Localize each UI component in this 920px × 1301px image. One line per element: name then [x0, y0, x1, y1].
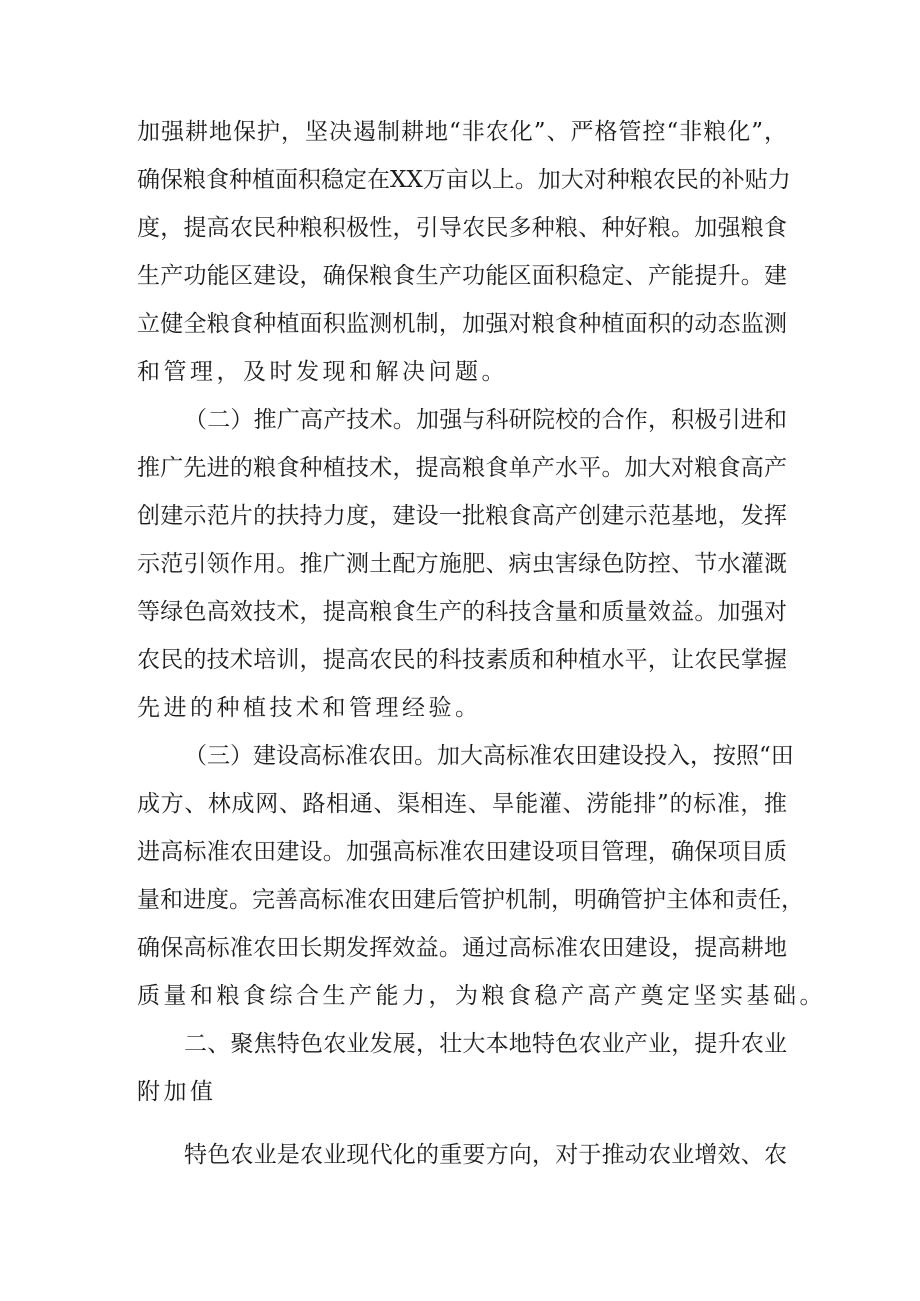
paragraph-1-line-1: 加强耕地保护，坚决遏制耕地“非农化”、严格管控“非粮化”，	[137, 119, 787, 145]
paragraph-1-line-5: 立健全粮食种植面积监测机制，加强对粮食种植面积的动态监测	[137, 311, 787, 337]
paragraph-3-line-2: 成方、林成网、路相通、渠相连、旱能灌、涝能排”的标准，推	[137, 791, 787, 817]
paragraph-2-line-2: 推广先进的粮食种植技术，提高粮食单产水平。加大对粮食高产	[137, 455, 787, 481]
paragraph-3-line-3: 进高标准农田建设。加强高标准农田建设项目管理，确保项目质	[137, 839, 787, 865]
paragraph-3-line-1: （三）建设高标准农田。加大高标准农田建设投入，按照“田	[184, 743, 794, 769]
paragraph-2-line-5: 等绿色高效技术，提高粮食生产的科技含量和质量效益。加强对	[137, 599, 787, 625]
paragraph-3-line-6: 质量和粮食综合生产能力，为粮食稳产高产奠定坚实基础。	[137, 983, 826, 1009]
paragraph-1-line-3: 度，提高农民种粮积极性，引导农民多种粮、种好粮。加强粮食	[137, 215, 787, 241]
paragraph-2-line-4: 示范引领作用。推广测土配方施肥、病虫害绿色防控、节水灌溉	[137, 551, 787, 577]
paragraph-1-line-2: 确保粮食种植面积稳定在XX万亩以上。加大对种粮农民的补贴力	[137, 167, 791, 193]
section-heading-line-1: 二、聚焦特色农业发展，壮大本地特色农业产业，提升农业	[184, 1031, 787, 1057]
section-heading-line-2: 附加值	[137, 1079, 217, 1105]
paragraph-3-line-5: 确保高标准农田长期发挥效益。通过高标准农田建设，提高耕地	[137, 935, 787, 961]
paragraph-2-line-3: 创建示范片的扶持力度，建设一批粮食高产创建示范基地，发挥	[137, 503, 787, 529]
paragraph-1-line-4: 生产功能区建设，确保粮食生产功能区面积稳定、产能提升。建	[137, 263, 787, 289]
paragraph-2-line-6: 农民的技术培训，提高农民的科技素质和种植水平，让农民掌握	[137, 647, 787, 673]
paragraph-5-line-1: 特色农业是农业现代化的重要方向，对于推动农业增效、农	[184, 1142, 787, 1168]
paragraph-2-line-7: 先进的种植技术和管理经验。	[137, 695, 482, 721]
paragraph-1-line-6: 和管理，及时发现和解决问题。	[137, 359, 508, 385]
paragraph-3-line-4: 量和进度。完善高标准农田建后管护机制，明确管护主体和责任，	[137, 887, 804, 913]
document-body	[137, 0, 826, 1301]
paragraph-2-line-1: （二）推广高产技术。加强与科研院校的合作，积极引进和	[184, 407, 787, 433]
